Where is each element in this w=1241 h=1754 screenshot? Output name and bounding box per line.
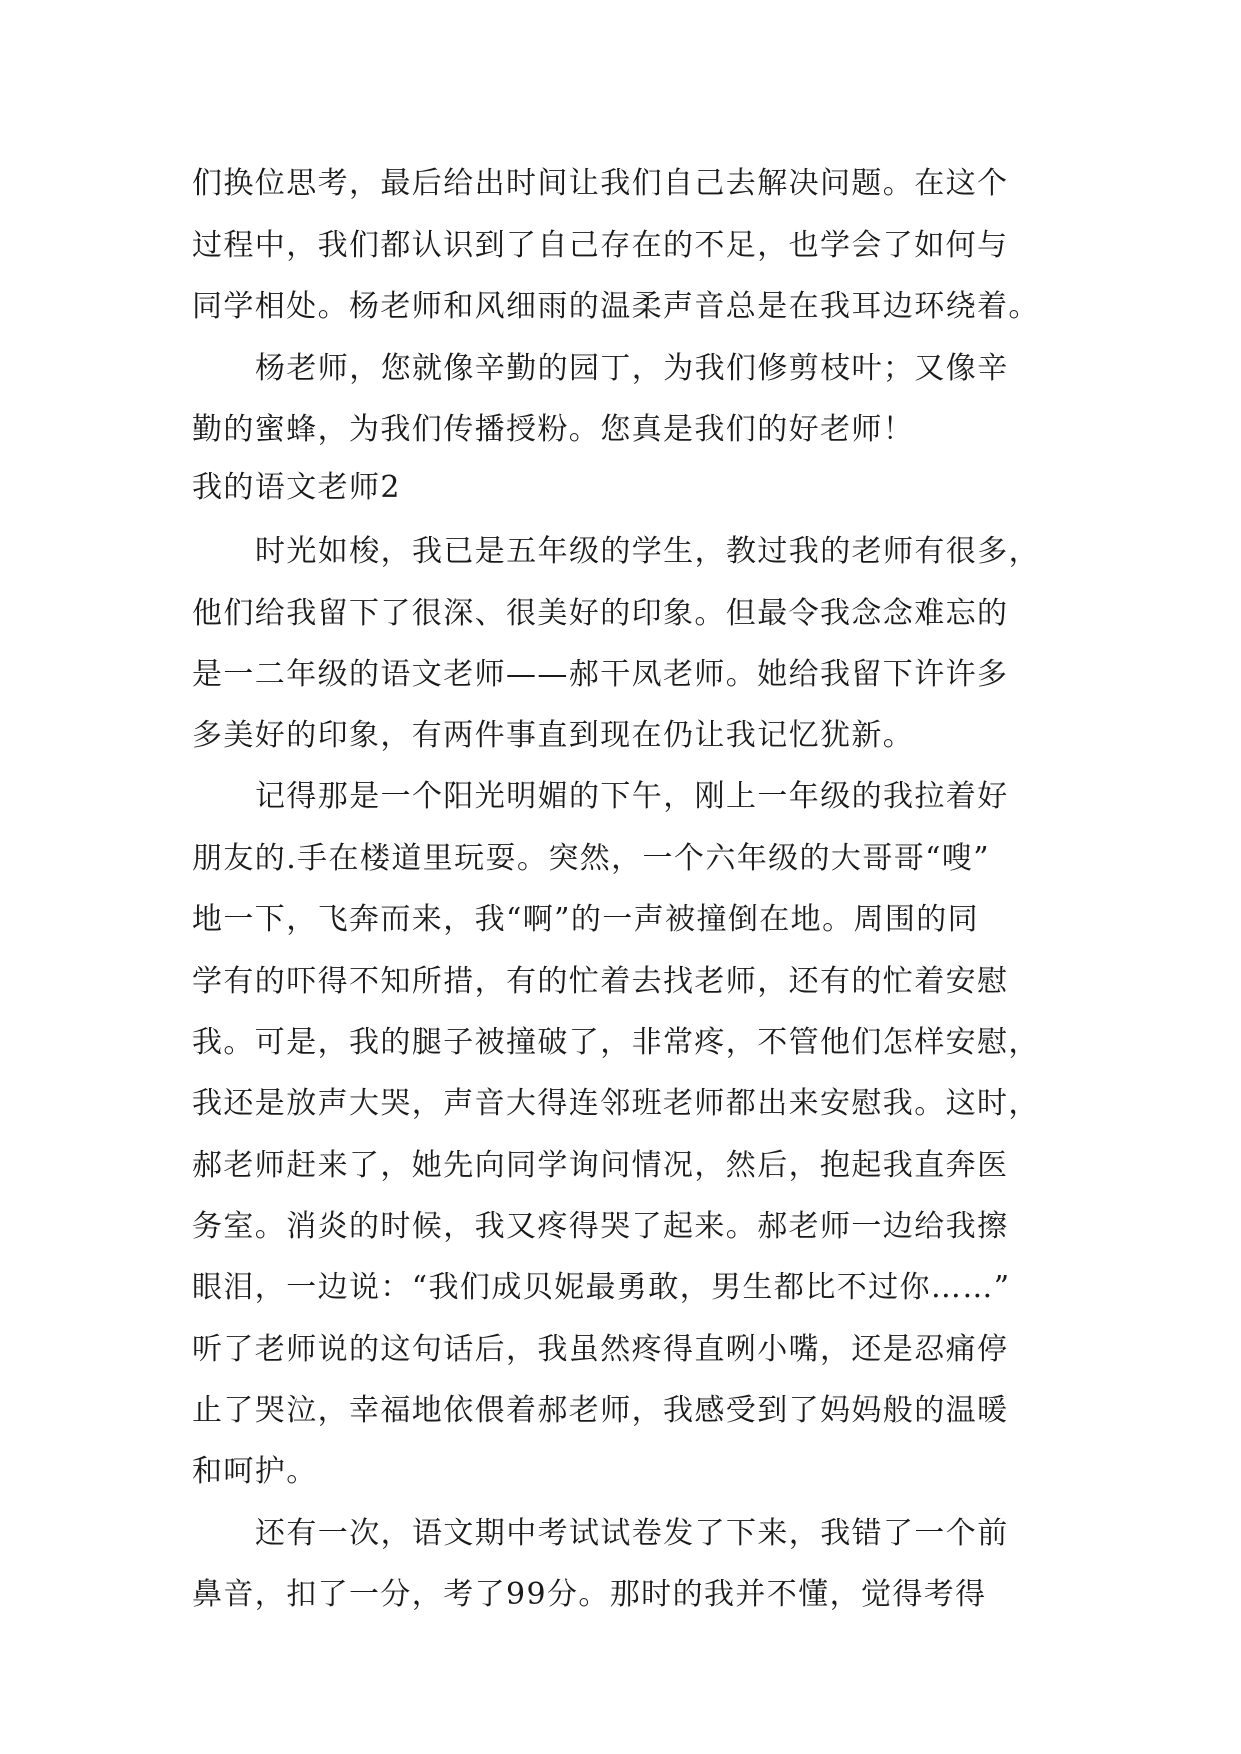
text-line: 眼泪，一边说：“我们成贝妮最勇敢，男生都比不过你……”	[192, 1270, 1011, 1305]
text-line: 地一下，飞奔而来，我“啊”的一声被撞倒在地。周围的同	[192, 902, 980, 937]
text-line: 勤的蜜蜂，为我们传播授粉。您真是我们的好老师！	[192, 412, 915, 447]
text-line: 他们给我留下了很深、很美好的印象。但最令我念念难忘的	[192, 596, 1009, 631]
text-line: 和呵护。	[192, 1454, 318, 1489]
text-line: 多美好的印象，有两件事直到现在仍让我记忆犹新。	[192, 718, 915, 753]
paragraph-first-line: 杨老师，您就像辛勤的园丁，为我们修剪枝叶；又像辛	[255, 351, 1009, 386]
section-heading: 我的语文老师2	[192, 470, 401, 505]
text-line: 鼻音，扣了一分，考了99分。那时的我并不懂，觉得考得	[192, 1577, 987, 1612]
paragraph-first-line: 时光如梭，我已是五年级的学生，教过我的老师有很多，	[255, 534, 1040, 569]
text-line: 郝老师赶来了，她先向同学询问情况，然后，抱起我直奔医	[192, 1148, 1009, 1183]
text-line: 听了老师说的这句话后，我虽然疼得直咧小嘴，还是忍痛停	[192, 1332, 1009, 1367]
text-line: 学有的吓得不知所措，有的忙着去找老师，还有的忙着安慰	[192, 964, 1009, 999]
text-line: 们换位思考，最后给出时间让我们自己去解决问题。在这个	[192, 166, 1009, 201]
text-line: 是一二年级的语文老师——郝干凤老师。她给我留下许许多	[192, 657, 1009, 692]
text-line: 止了哭泣，幸福地依偎着郝老师，我感受到了妈妈般的温暖	[192, 1393, 1009, 1428]
paragraph-first-line: 记得那是一个阳光明媚的下午，刚上一年级的我拉着好	[255, 779, 1009, 814]
text-line: 我还是放声大哭，声音大得连邻班老师都出来安慰我。这时，	[192, 1086, 1040, 1121]
text-line: 我。可是，我的腿子被撞破了，非常疼，不管他们怎样安慰，	[192, 1025, 1040, 1060]
text-line: 过程中，我们都认识到了自己存在的不足，也学会了如何与	[192, 228, 1009, 263]
text-line: 朋友的.手在楼道里玩耍。突然，一个六年级的大哥哥“嗖”	[192, 841, 991, 876]
text-line: 同学相处。杨老师和风细雨的温柔声音总是在我耳边环绕着。	[192, 289, 1040, 324]
text-line: 务室。消炎的时候，我又疼得哭了起来。郝老师一边给我擦	[192, 1209, 1009, 1244]
paragraph-first-line: 还有一次，语文期中考试试卷发了下来，我错了一个前	[255, 1516, 1009, 1551]
